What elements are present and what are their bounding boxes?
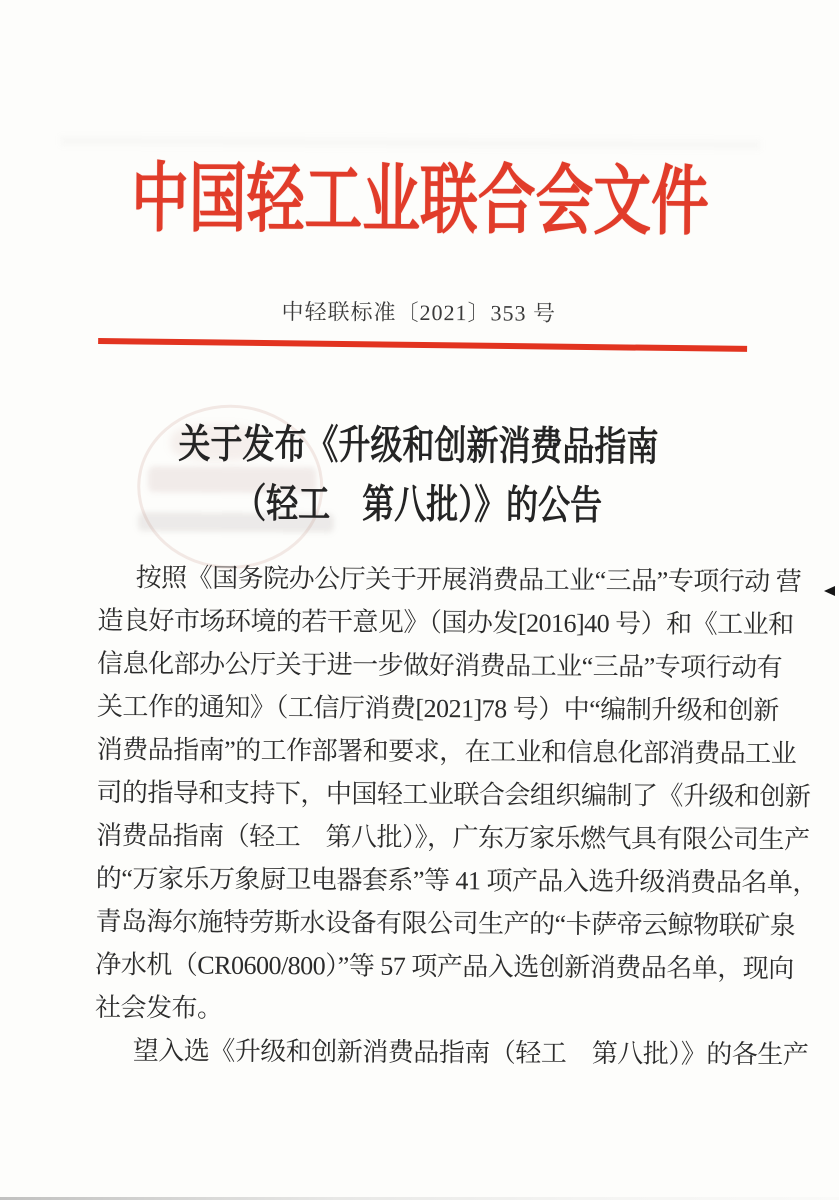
- body-text-line: 消费品指南”的工作部署和要求，在工业和信息化部消费品工业: [96, 734, 797, 769]
- doc-title-line: [0, 477, 837, 541]
- body-text-line: 关工作的通知》（工信厅消费[2021]78 号）中“编制升级和创新: [96, 691, 779, 726]
- body-paragraph: [94, 556, 819, 1076]
- org-header-title: 中国轻工业联合会文件: [130, 157, 709, 245]
- body-text-line: 望入选《升级和创新消费品指南（轻工 第八批）》的各生产: [132, 1036, 809, 1070]
- doc-title-line-text: （轻工 第八批）》的公告: [233, 480, 602, 529]
- body-text-line: 按照《国务院办公厅关于开展消费品工业“三品”专项行动 营: [135, 563, 802, 597]
- body-text-line: 消费品指南（轻工 第八批）》，广东万家乐燃气具有限公司生产: [96, 820, 810, 855]
- scan-noise-band: [60, 136, 760, 150]
- body-text-line: 的“万家乐万象厨卫电器套系”等 41 项产品入选升级消费品名单，: [95, 863, 819, 898]
- body-text-line: 造良好市场环境的若干意见》（国办发[2016]40 号）和《工业和: [97, 605, 794, 640]
- body-text-line: 信息化部办公厅关于进一步做好消费品工业“三品”专项行动有: [97, 648, 783, 683]
- doc-number: 中轻联标准〔2021〕353 号: [281, 299, 557, 326]
- body-text-line: 青岛海尔施特劳斯水设备有限公司生产的“卡萨帝云鲸物联矿泉: [95, 906, 796, 941]
- body-text-line: 净水机（CR0600/800）”等 57 项产品入选创新消费品名单，现向: [95, 949, 794, 984]
- body-text-line: 司的指导和支持下，中国轻工业联合会组织编制了《升级和创新: [96, 777, 811, 812]
- doc-title: [0, 418, 838, 541]
- red-separator-rule: [98, 338, 747, 352]
- doc-title-line-text: 关于发布《升级和创新消费品指南: [177, 421, 659, 470]
- letterhead: [0, 159, 839, 263]
- doc-title-line: [0, 418, 838, 482]
- scan-artifact-mark: [824, 586, 835, 596]
- body-text-line: 社会发布。: [94, 992, 223, 1023]
